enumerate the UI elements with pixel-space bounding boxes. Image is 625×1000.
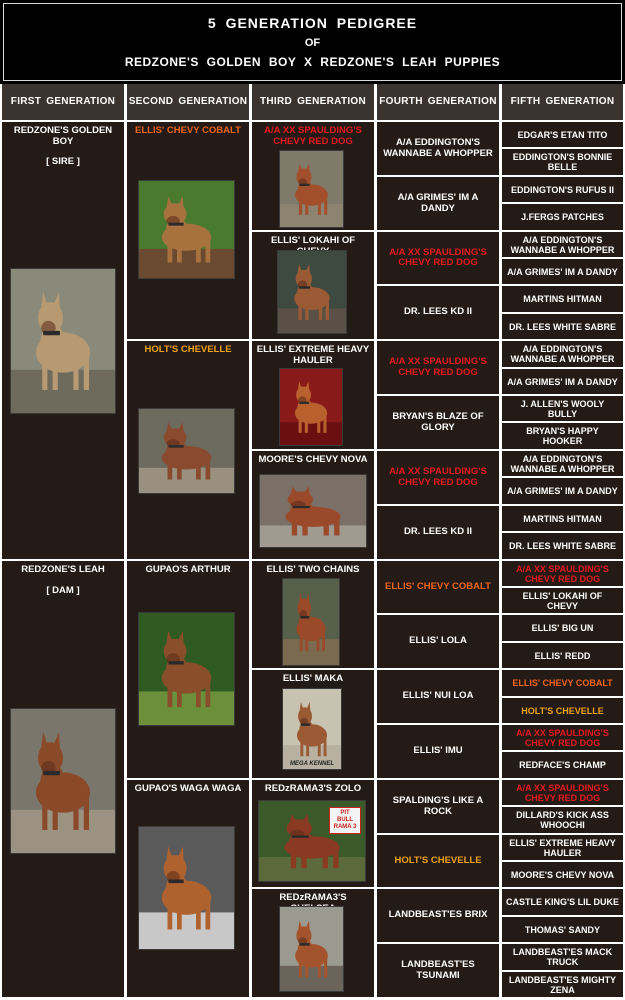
- dog-name: ELLIS' LOKAHI OF CHEVY: [522, 590, 603, 611]
- gen4-cell: [377, 780, 499, 833]
- dog-name: A/A XX SPAULDING'S CHEVY RED DOG: [389, 466, 487, 488]
- dog-name: DR. LEES WHITE SABRE: [508, 321, 616, 332]
- gen5-cell: [502, 314, 623, 339]
- dog-name: REDzRAMA3'S: [279, 892, 347, 903]
- dog-photo: [10, 708, 116, 854]
- dog-name: DR. LEES WHITE SABRE: [508, 541, 616, 551]
- gen5-cell: [502, 780, 623, 805]
- dog-name: A/A XX SPAULDING'S CHEVY RED DOG: [264, 125, 362, 147]
- gen4-cell: [377, 835, 499, 887]
- dog-photo: [10, 268, 116, 414]
- dog-name: EDDINGTON'S BONNIE BELLE: [512, 152, 613, 172]
- dog-name: ELLIS' NUI LOA: [402, 690, 474, 702]
- gen5-cell: [502, 588, 623, 613]
- dog-photo: [277, 250, 347, 334]
- gen5-cell: [502, 286, 623, 312]
- gen5-cell: [502, 561, 623, 586]
- gen4-cell: [377, 341, 499, 394]
- gen5-cell: [502, 862, 623, 887]
- dog-photo-image: [11, 269, 115, 413]
- gen5-cell: [502, 889, 623, 915]
- pedigree-title: 5 GENERATION PEDIGREE: [207, 15, 418, 31]
- dog-photo: [279, 368, 343, 446]
- dog-name: J. ALLEN'S WOOLY BULLY: [520, 398, 605, 419]
- gen5-cell: [502, 369, 623, 394]
- column-header-label: FIFTH GENERATION: [510, 95, 615, 107]
- gen5-cell: [502, 944, 623, 970]
- gen4-cell: [377, 396, 499, 449]
- column-header-gen-2: [127, 84, 249, 120]
- gen4-cell: [377, 286, 499, 339]
- dog-photo: [138, 408, 235, 494]
- dog-name: BRYAN'S HAPPY HOOKER: [526, 426, 599, 446]
- gen4-cell: [377, 561, 499, 613]
- gen5-cell: [502, 232, 623, 257]
- dog-name: A/A GRIMES' IM A DANDY: [507, 486, 618, 496]
- dog-name: ELLIS' EXTREME HEAVY HAULER: [256, 344, 370, 366]
- dog-photo-image: [260, 475, 366, 547]
- dog-name: ELLIS' CHEVY COBALT: [385, 580, 491, 592]
- gen5-cell: [502, 807, 623, 833]
- dog-name: HOLT'S CHEVELLE: [394, 854, 482, 866]
- dog-name: MARTINS HITMAN: [523, 513, 602, 524]
- dog-name: A/A XX SPAULDING'S CHEVY RED DOG: [516, 563, 609, 584]
- gen4-cell: [377, 944, 499, 997]
- dog-name: SPALDING'S LIKE A ROCK: [392, 795, 484, 817]
- dog-name: J.FERGS PATCHES: [521, 212, 604, 222]
- gen5-cell: [502, 972, 623, 997]
- gen4-cell: [377, 506, 499, 559]
- dog-name: A/A XX SPAULDING'S CHEVY RED DOG: [516, 727, 609, 748]
- gen4-cell: [377, 177, 499, 230]
- pedigree-subtitle: REDZONE'S GOLDEN BOY X REDZONE'S LEAH PUPPIES: [124, 55, 501, 69]
- dog-photo-image: [280, 369, 342, 445]
- gen5-cell: [502, 341, 623, 367]
- dog-name: ELLIS' BIG UN: [531, 623, 594, 633]
- dog-name: ELLIS' IMU: [413, 745, 463, 757]
- dog-name: ELLIS' REDD: [534, 650, 591, 661]
- dog-photo: [279, 150, 344, 228]
- gen5-cell: [502, 396, 623, 421]
- dog-photo-image: [139, 409, 234, 493]
- dog-name: LANDBEAST'ES TSUNAMI: [401, 959, 475, 981]
- column-header-gen-3: [252, 84, 374, 120]
- gen5-cell: [502, 752, 623, 778]
- gen5-cell: [502, 149, 623, 175]
- dog-name: ELLIS' CHEVY COBALT: [135, 125, 241, 136]
- dog-name: DR. LEES KD II: [403, 306, 473, 318]
- sign-text: PIT BULL RAMA 3: [329, 807, 361, 834]
- dog-name: ELLIS' EXTREME HEAVY HAULER: [509, 837, 616, 858]
- dog-photo-image: [280, 907, 343, 991]
- column-header-label: FOURTH GENERATION: [379, 95, 497, 107]
- dog-name: GUPAO'S ARTHUR: [145, 564, 231, 575]
- dog-name: REDzRAMA3'S ZOLO: [264, 783, 362, 794]
- dog-name: A/A XX SPAULDING'S CHEVY RED DOG: [389, 356, 487, 378]
- dog-photo-image: [278, 251, 346, 333]
- dog-photo: [259, 474, 367, 548]
- gen5-cell: [502, 615, 623, 641]
- dog-name: HOLT'S CHEVELLE: [144, 344, 232, 355]
- dog-photo: [279, 906, 344, 992]
- dog-name: ELLIS' CHEVY COBALT: [512, 678, 613, 688]
- dog-photo-image: [283, 579, 339, 665]
- dog-name: MOORE'S CHEVY NOVA: [258, 454, 368, 465]
- dog-photo: [282, 688, 342, 770]
- gen5-cell: [502, 533, 623, 559]
- dog-name: A/A GRIMES' IM A DANDY: [507, 266, 618, 277]
- dog-name: MARTINS HITMAN: [523, 294, 602, 304]
- dog-name: THOMAS' SANDY: [524, 924, 601, 935]
- dog-name: A/A GRIMES' IM A DANDY: [397, 192, 479, 214]
- gen5-cell: [502, 643, 623, 668]
- gen4-cell: [377, 451, 499, 504]
- dog-name: A/A GRIMES' IM A DANDY: [507, 376, 618, 387]
- column-header-gen-4: [377, 84, 499, 120]
- gen5-cell: [502, 835, 623, 860]
- gen5-cell: [502, 725, 623, 750]
- header-frame: [3, 3, 622, 81]
- dog-photo: [258, 800, 366, 882]
- gen5-cell: [502, 506, 623, 531]
- dog-name: A/A EDDINGTON'S WANNABE A WHOPPER: [510, 234, 615, 255]
- dog-name: MOORE'S CHEVY NOVA: [510, 869, 615, 880]
- dog-name: ELLIS' LOKAHI OF: [270, 235, 356, 246]
- gen5-cell: [502, 177, 623, 202]
- dog-photo-image: [11, 709, 115, 853]
- dog-name: LANDBEAST'ES MACK TRUCK: [512, 947, 613, 967]
- dog-name: EDGAR'S ETAN TITO: [517, 129, 608, 140]
- dog-name: REDFACE'S CHAMP: [519, 760, 606, 770]
- dog-name: ELLIS' LOLA: [409, 635, 467, 647]
- dog-photo: [138, 180, 235, 279]
- dog-photo-image: [280, 151, 343, 227]
- gen5-cell: [502, 122, 623, 147]
- gen5-cell: [502, 917, 623, 942]
- column-header-gen-1: [2, 84, 124, 120]
- dog-photo-image: [283, 689, 341, 769]
- gen5-cell: [502, 478, 623, 504]
- parent-role: [ DAM ]: [46, 584, 80, 596]
- dog-name: LANDBEAST'ES BRIX: [388, 909, 488, 921]
- dog-name: BRYAN'S BLAZE OF GLORY: [392, 411, 484, 433]
- dog-name: A/A EDDINGTON'S WANNABE A WHOPPER: [383, 137, 493, 159]
- gen4-cell: [377, 889, 499, 942]
- gen4-cell: [377, 232, 499, 284]
- pedigree-header: [0, 0, 625, 84]
- gen5-cell: [502, 423, 623, 449]
- dog-name: DR. LEES KD II: [403, 526, 473, 538]
- column-header-label: FIRST GENERATION: [10, 95, 116, 107]
- gen4-cell: [377, 670, 499, 723]
- dog-name: EDDINGTON'S RUFUS II: [511, 184, 614, 195]
- dog-name: A/A EDDINGTON'S WANNABE A WHOPPER: [510, 344, 615, 364]
- dog-name: ELLIS' TWO CHAINS: [266, 564, 360, 575]
- dog-photo-image: [139, 827, 234, 949]
- column-header-label: THIRD GENERATION: [259, 95, 367, 107]
- column-header-gen-5: [502, 84, 623, 120]
- gen4-cell: [377, 615, 499, 668]
- dog-name: CASTLE KING'S LIL DUKE: [506, 897, 619, 907]
- dog-name: REDZONE'S GOLDEN BOY: [13, 125, 113, 147]
- dog-name: LANDBEAST'ES MIGHTY ZENA: [508, 974, 617, 995]
- dog-name: A/A XX SPAULDING'S CHEVY RED DOG: [516, 782, 609, 803]
- gen4-cell: [377, 122, 499, 175]
- dog-name: A/A EDDINGTON'S WANNABE A WHOPPER: [510, 453, 615, 474]
- column-header-label: SECOND GENERATION: [128, 95, 248, 107]
- gen5-cell: [502, 204, 623, 230]
- dog-photo: [138, 612, 235, 726]
- dog-name: A/A XX SPAULDING'S CHEVY RED DOG: [389, 246, 487, 268]
- parent-role: [ SIRE ]: [46, 156, 80, 167]
- dog-name: DILLARD'S KICK ASS WHOOCHI: [516, 810, 609, 830]
- dog-name: HOLT'S CHEVELLE: [521, 705, 604, 716]
- gen5-cell: [502, 451, 623, 476]
- dog-photo: [138, 826, 235, 950]
- gen4-cell: [377, 725, 499, 778]
- pedigree-of-label: OF: [304, 37, 321, 49]
- dog-photo-image: [139, 613, 234, 725]
- gen5-cell: [502, 259, 623, 284]
- dog-name: REDZONE'S LEAH: [21, 564, 105, 575]
- dog-name: GUPAO'S WAGA WAGA: [134, 783, 242, 794]
- photo-caption: MEGA KENNEL: [289, 761, 335, 767]
- dog-photo-image: [139, 181, 234, 278]
- dog-photo: [282, 578, 340, 666]
- gen5-cell: [502, 670, 623, 696]
- gen5-cell: [502, 698, 623, 723]
- dog-name: ELLIS' MAKA: [282, 673, 344, 684]
